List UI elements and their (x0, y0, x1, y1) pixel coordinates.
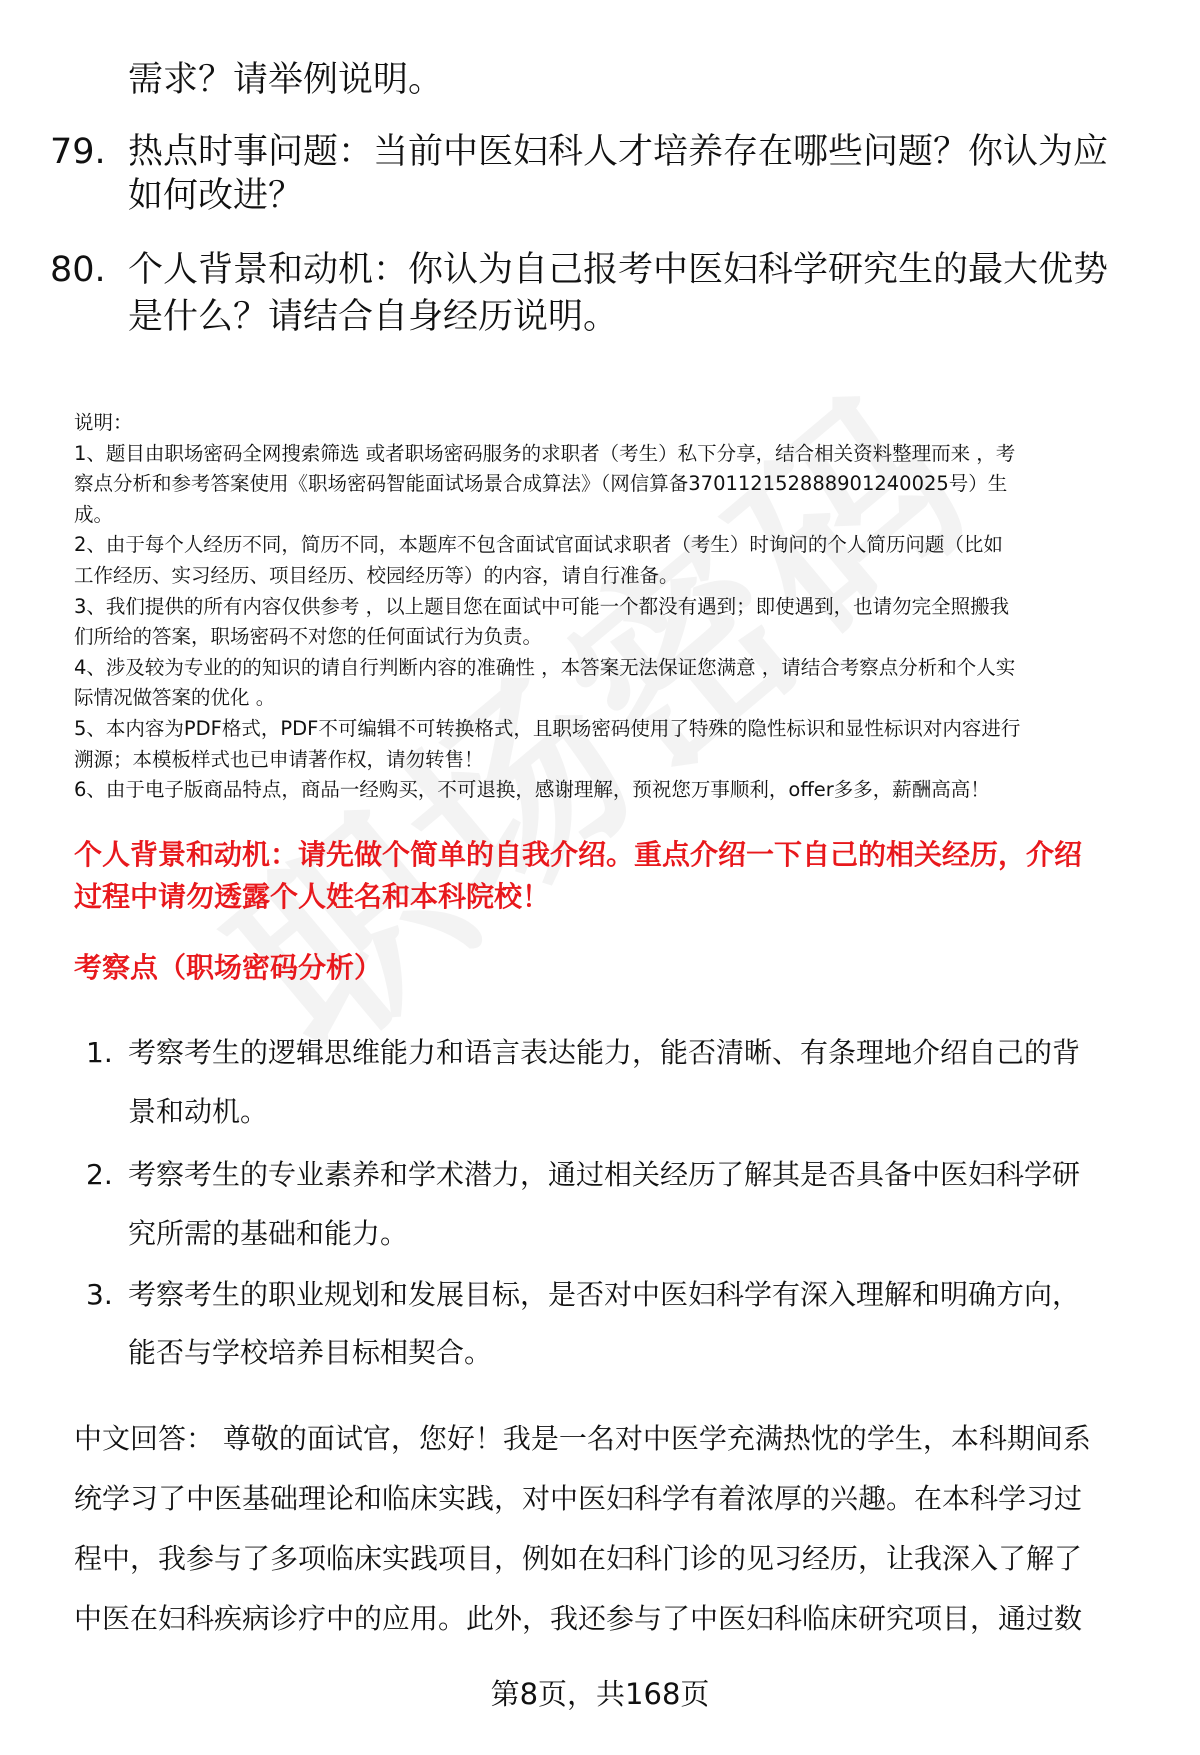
point-number: 3. (86, 1278, 113, 1311)
page-number: 第8页，共168页 (490, 1677, 710, 1711)
question-number: 80. (50, 250, 106, 290)
analysis-title: 考察点（职场密码分析） (74, 951, 383, 984)
prev-question-tail: 需求？请举例说明。 (128, 60, 444, 100)
point-number: 1. (86, 1036, 113, 1069)
notes-line: 们所给的答案，职场密码不对您的任何面试行为负责。 (74, 625, 543, 649)
question-text-line: 热点时事问题：当前中医妇科人才培养存在哪些问题？你认为应 (128, 132, 1109, 172)
question-number: 79. (50, 132, 106, 172)
notes-line: 工作经历、实习经历、项目经历、校园经历等）的内容，请自行准备。 (74, 563, 679, 587)
point-text-line: 究所需的基础和能力。 (128, 1217, 409, 1250)
current-question-line: 个人背景和动机：请先做个简单的自我介绍。重点介绍一下自己的相关经历，介绍 (74, 838, 1083, 871)
answer-line: 中医在妇科疾病诊疗中的应用。此外，我还参与了中医妇科临床研究项目，通过数 (74, 1602, 1083, 1635)
point-number: 2. (86, 1158, 113, 1191)
notes-line: 5、本内容为PDF格式，PDF不可编辑不可转换格式，且职场密码使用了特殊的隐性标识和显性标识对内容进行 (74, 716, 1021, 740)
notes-section (74, 408, 1159, 806)
notes-line: 6、由于电子版商品特点，商品一经购买，不可退换，感谢理解，预祝您万事顺利，offer多多，薪酬高高！ (74, 778, 990, 802)
point-text-line: 考察考生的逻辑思维能力和语言表达能力，能否清晰、有条理地介绍自己的背 (128, 1036, 1081, 1069)
notes-line: 际情况做答案的优化 。 (74, 686, 276, 710)
notes-line: 察点分析和参考答案使用《职场密码智能面试场景合成算法》（网信算备370112152888901240025号）生 (74, 472, 1008, 496)
point-text-line: 考察考生的专业素养和学术潜力，通过相关经历了解其是否具备中医妇科学研 (128, 1158, 1081, 1191)
point-text-line: 景和动机。 (128, 1095, 269, 1128)
notes-line: 1、题目由职场密码全网搜索筛选 或者职场密码服务的求职者（考生）私下分享，结合相关资料整理而来 ，考 (74, 441, 1016, 465)
notes-line: 溯源；本模板样式也已申请著作权，请勿转售！ (74, 747, 484, 771)
question-text-line: 个人背景和动机：你认为自己报考中医妇科学研究生的最大优势 (128, 250, 1109, 290)
current-question-line: 过程中请勿透露个人姓名和本科院校！ (74, 880, 551, 913)
notes-title: 说明： (74, 411, 133, 434)
question-text-line: 如何改进？ (128, 176, 304, 216)
notes-line: 4、涉及较为专业的的知识的请自行判断内容的准确性 ，本答案无法保证您满意 ，请结合考察点分析和个人实 (74, 655, 1016, 679)
answer-line: 统学习了中医基础理论和临床实践，对中医妇科学有着浓厚的兴趣。在本科学习过 (74, 1482, 1083, 1515)
notes-line: 3、我们提供的所有内容仅供参考 ，以上题目您在面试中可能一个都没有遇到；即使遇到，也请勿完全照搬我 (74, 594, 1010, 618)
answer-line: 中文回答： 尊敬的面试官，您好！我是一名对中医学充满热忱的学生，本科期间系 (74, 1422, 1091, 1455)
answer-line: 程中，我参与了多项临床实践项目，例如在妇科门诊的见习经历，让我深入了解了 (74, 1542, 1083, 1575)
notes-line: 成。 (74, 502, 114, 526)
notes-line: 2、由于每个人经历不同，简历不同，本题库不包含面试官面试求职者（考生）时询问的个人简历问题（比如 (74, 533, 1003, 557)
question-text-line: 是什么？请结合自身经历说明。 (128, 297, 619, 337)
point-text-line: 能否与学校培养目标相契合。 (128, 1336, 493, 1369)
point-text-line: 考察考生的职业规划和发展目标，是否对中医妇科学有深入理解和明确方向， (128, 1278, 1081, 1311)
